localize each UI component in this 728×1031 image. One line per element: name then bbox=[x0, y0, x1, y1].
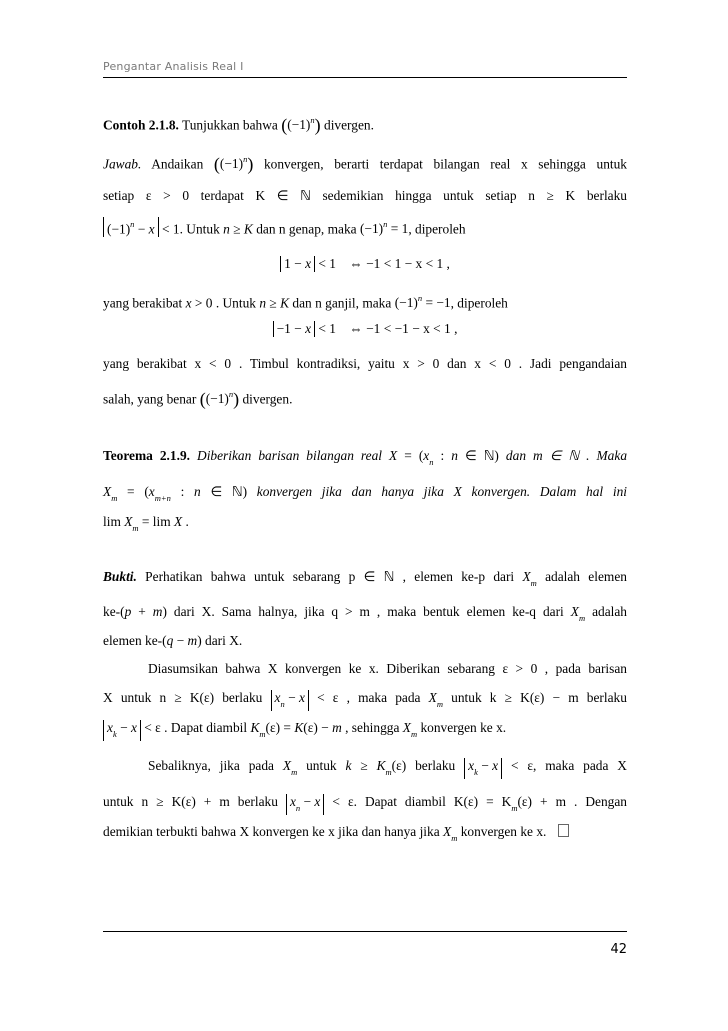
abs-expression: 1 − x bbox=[280, 256, 315, 272]
proof-text: . Dapat diambil bbox=[164, 720, 248, 735]
equation-1: 1 − x < 1 ⇔ −1 < 1 − x < 1 , bbox=[103, 255, 627, 273]
proof-paragraph-2-line-1: Diasumsikan bahwa X konvergen ke x. Diberikan sebarang ε > 0 , pada barisan bbox=[148, 661, 627, 676]
abs-expression: $(-1)^n - x$ bbox=[103, 217, 159, 237]
proof-text: , maka pada X bbox=[533, 758, 627, 773]
proof-paragraph-3-line-2: untuk n ≥ K(ε) + m berlaku $x_n - x < \varepsilon$. Dapat diambil $K(\varepsilon) = K_m(\varepsilon) + m$ . Dengan bbox=[103, 794, 627, 813]
proof-text: adalah bbox=[592, 604, 628, 619]
answer-line-1 bbox=[103, 151, 627, 173]
proof-text: (ε) + m . Dengan bbox=[517, 794, 627, 809]
proof-text: X untuk n ≥ K(ε) berlaku bbox=[103, 690, 263, 705]
qed-icon bbox=[558, 824, 569, 837]
proof-line-2: ke-(p + m) dari X. Sama halnya, jika q > m , maka bentuk elemen ke-q dari $X_m$ adalah bbox=[103, 604, 628, 623]
proof-text: untuk bbox=[306, 758, 337, 773]
answer-line-3: $(-1)^n - x < 1$. Untuk n ≥ K dan n genap, maka $(-1)^n = 1$, diperoleh bbox=[103, 216, 627, 238]
answer-text: Andaikan bbox=[151, 156, 204, 172]
proof-text: demikian terbukti bahwa X konvergen ke x jika dan hanya jika bbox=[103, 824, 440, 839]
answer-text: salah, yang benar bbox=[103, 391, 197, 407]
proof-text: untuk k ≥ K(ε) − m berlaku bbox=[451, 690, 627, 705]
theorem-text: dan m ∈ ℕ . Maka bbox=[505, 448, 628, 463]
page-number: 42 bbox=[610, 942, 627, 957]
proof-text: elemen ke- bbox=[103, 633, 163, 648]
limit-formula: $\lim X_m = \lim X$ . bbox=[103, 514, 189, 533]
answer-text: , diperoleh bbox=[450, 295, 508, 311]
answer-line-5: yang berakibat x > 0 . Untuk n ≥ K dan n ganjil, maka $(-1)^n = -1$, diperoleh bbox=[103, 293, 508, 311]
answer-text: divergen. bbox=[242, 391, 293, 407]
proof-paragraph-2-line-3: $x_k - x < \varepsilon$ . Dapat diambil $K_m(\varepsilon) = K(\varepsilon) - m$ , sehingga $X_m$ konvergen ke x. bbox=[103, 719, 627, 742]
footer-rule bbox=[103, 931, 627, 932]
proof-text: konvergen ke x. bbox=[420, 720, 507, 735]
answer-text: . Untuk bbox=[215, 295, 256, 311]
answer-text: . Untuk bbox=[179, 221, 220, 237]
answer-label: Jawab. bbox=[103, 156, 142, 172]
equation-text: ⇔ −1 < 1 − x < 1 , bbox=[349, 256, 450, 271]
example-text: Tunjukkan bahwa bbox=[182, 117, 278, 133]
proof-text: dari X. Sama halnya, jika q > m , maka bentuk elemen ke-q dari bbox=[173, 604, 564, 619]
equation-text: ⇔ −1 < −1 − x < 1 , bbox=[349, 321, 458, 336]
answer-text: dan n ganjil, maka bbox=[292, 295, 392, 311]
example-statement bbox=[103, 112, 627, 134]
running-header: Pengantar Analisis Real I bbox=[103, 60, 244, 73]
proof-paragraph-2-line-2: X untuk n ≥ K(ε) berlaku $x_n - x < \varepsilon$ , maka pada $X_m$ untuk k ≥ K(ε) − m berlaku bbox=[103, 690, 627, 709]
theorem-line-2: $X_m = (x_{m+n}$ : n ∈ ℕ) konvergen jika dan hanya jika X konvergen. Dalam hal ini bbox=[103, 484, 627, 503]
proof-text: untuk n ≥ K(ε) + m berlaku bbox=[103, 794, 278, 809]
theorem-label: Teorema 2.1.9. bbox=[103, 448, 190, 463]
theorem-line-3 bbox=[103, 513, 627, 536]
proof-text: . Dapat diambil K(ε) = K bbox=[353, 794, 512, 809]
example-end: divergen. bbox=[324, 117, 374, 133]
proof-text: berlaku bbox=[415, 758, 456, 773]
theorem-text: Diberikan barisan bilangan real bbox=[197, 448, 383, 463]
proof-text: , maka pada bbox=[346, 690, 421, 705]
proof-text: konvergen ke x. bbox=[460, 824, 547, 839]
answer-line-8 bbox=[103, 386, 627, 408]
example-label: Contoh 2.1.8. bbox=[103, 117, 179, 133]
sequence-formula: $((-1)^n)$ bbox=[281, 115, 321, 136]
answer-line-2: setiap ε > 0 terdapat K ∈ ℕ sedemikian hingga untuk setiap n ≥ K berlaku bbox=[103, 188, 627, 203]
proof-text: , sehingga bbox=[345, 720, 400, 735]
theorem-line-1: Teorema 2.1.9. Diberikan barisan bilangan real $X = (x_n$ : n ∈ ℕ) dan m ∈ ℕ . Maka bbox=[103, 448, 628, 467]
header-rule bbox=[103, 77, 627, 78]
proof-paragraph-3-line-1: Sebaliknya, jika pada $X_m$ untuk $k \ge K_m(\varepsilon)$ berlaku $x_k - x < \varepsilon$, maka pada X bbox=[148, 758, 627, 777]
proof-text: Sebaliknya, jika pada bbox=[148, 758, 274, 773]
theorem-text: konvergen jika dan hanya jika X konvergen. Dalam hal ini bbox=[256, 484, 627, 499]
proof-paragraph-3-line-3: demikian terbukti bahwa X konvergen ke x jika dan hanya jika $X_m$ konvergen ke x. bbox=[103, 823, 627, 846]
sequence-formula: $((-1)^n)$ bbox=[199, 389, 240, 410]
equation-2: −1 − x < 1 ⇔ −1 < −1 − x < 1 , bbox=[103, 320, 627, 338]
answer-text: dan n genap, maka bbox=[256, 221, 357, 237]
answer-line-7: yang berakibat x < 0 . Timbul kontradiksi, yaitu x > 0 dan x < 0 . Jadi pengandaian bbox=[103, 356, 627, 371]
abs-expression: −1 − x bbox=[273, 321, 315, 337]
proof-line-3: elemen ke-(q − m) dari X. bbox=[103, 633, 243, 648]
proof-line-1: Bukti. Perhatikan bahwa untuk sebarang p ∈ ℕ , elemen ke-p dari $X_m$ adalah elemen bbox=[103, 569, 627, 588]
answer-text: yang berakibat bbox=[103, 295, 183, 311]
proof-text: ke- bbox=[103, 604, 121, 619]
proof-text: dari X. bbox=[205, 633, 243, 648]
answer-text: , diperoleh bbox=[408, 221, 466, 237]
proof-label: Bukti. bbox=[103, 569, 137, 584]
proof-text: adalah elemen bbox=[545, 569, 627, 584]
answer-text: konvergen, berarti terdapat bilangan real x sehingga untuk bbox=[263, 156, 628, 172]
sequence-formula: $((-1)^n)$ bbox=[213, 154, 254, 175]
proof-text: Perhatikan bahwa untuk sebarang p ∈ ℕ , elemen ke-p dari bbox=[145, 569, 515, 584]
